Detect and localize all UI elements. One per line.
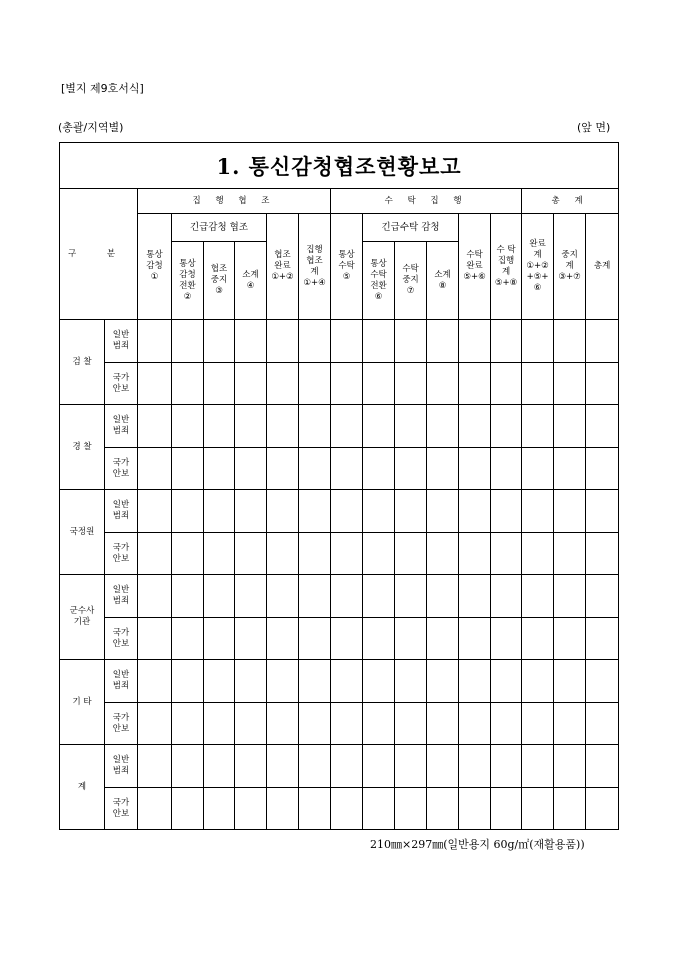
entry-cell[interactable] (522, 405, 554, 448)
entry-cell[interactable] (138, 533, 172, 575)
entry-cell[interactable] (267, 405, 299, 448)
entry-cell[interactable] (204, 660, 235, 703)
table-row (60, 405, 619, 448)
entry-cell[interactable] (299, 788, 331, 830)
entry-cell[interactable] (395, 618, 427, 660)
report-body (60, 320, 619, 830)
entry-cell[interactable] (235, 703, 267, 745)
page-side-label: (앞 면) (577, 121, 611, 134)
category-label: 일반 범죄 (105, 575, 138, 618)
entry-cell[interactable] (427, 405, 459, 448)
entry-cell[interactable] (522, 448, 554, 490)
entry-cell[interactable] (299, 363, 331, 405)
entry-cell[interactable] (267, 703, 299, 745)
entry-cell[interactable] (491, 788, 522, 830)
entry-cell[interactable] (331, 448, 363, 490)
org-label: 경 찰 (60, 405, 105, 490)
entry-cell[interactable] (299, 745, 331, 788)
report-table (59, 188, 619, 830)
entry-cell[interactable] (459, 745, 491, 788)
entry-cell[interactable] (491, 363, 522, 405)
entry-cell[interactable] (138, 320, 172, 363)
entry-cell[interactable] (138, 618, 172, 660)
report-title: 1. 통신감청협조현황보고 (216, 153, 462, 179)
entry-cell[interactable] (459, 490, 491, 533)
category-label: 국가 안보 (105, 618, 138, 660)
entry-cell[interactable] (586, 703, 619, 745)
entry-cell[interactable] (138, 745, 172, 788)
entry-cell[interactable] (395, 788, 427, 830)
entry-cell[interactable] (522, 788, 554, 830)
table-row (60, 320, 619, 363)
category-label: 국가 안보 (105, 363, 138, 405)
entry-cell[interactable] (491, 405, 522, 448)
entry-cell[interactable] (522, 575, 554, 618)
entry-cell[interactable] (267, 745, 299, 788)
category-label: 국가 안보 (105, 448, 138, 490)
entry-cell[interactable] (299, 405, 331, 448)
entry-cell[interactable] (491, 533, 522, 575)
entry-cell[interactable] (363, 618, 395, 660)
entry-cell[interactable] (172, 490, 204, 533)
entry-cell[interactable] (172, 660, 204, 703)
col-9-header: 수탁 중지 ⑦ (395, 242, 427, 320)
entry-cell[interactable] (204, 575, 235, 618)
table-row (60, 618, 619, 660)
entry-cell[interactable] (586, 745, 619, 788)
entry-cell[interactable] (586, 320, 619, 363)
entry-cell[interactable] (554, 618, 586, 660)
entry-cell[interactable] (427, 533, 459, 575)
entry-cell[interactable] (554, 533, 586, 575)
commission-header: 수 탁 집 행 (331, 189, 522, 214)
entry-cell[interactable] (267, 660, 299, 703)
entry-cell[interactable] (554, 745, 586, 788)
scope-label: (총괄/지역별) (58, 121, 124, 134)
entry-cell[interactable] (363, 363, 395, 405)
org-label: 군수사 기관 (60, 575, 105, 660)
entry-cell[interactable] (267, 618, 299, 660)
entry-cell[interactable] (491, 703, 522, 745)
entry-cell[interactable] (491, 448, 522, 490)
table-row (60, 788, 619, 830)
entry-cell[interactable] (299, 320, 331, 363)
entry-cell[interactable] (138, 405, 172, 448)
entry-cell[interactable] (395, 575, 427, 618)
entry-cell[interactable] (586, 363, 619, 405)
entry-cell[interactable] (522, 745, 554, 788)
col-13-header: 완료 계 ①+② +⑤+ ⑥ (522, 214, 554, 320)
report-title-box (59, 142, 619, 188)
entry-cell[interactable] (586, 405, 619, 448)
entry-cell[interactable] (299, 575, 331, 618)
entry-cell[interactable] (395, 320, 427, 363)
entry-cell[interactable] (363, 703, 395, 745)
entry-cell[interactable] (138, 703, 172, 745)
total-header: 총 계 (522, 189, 619, 214)
entry-cell[interactable] (204, 320, 235, 363)
category-label: 일반 범죄 (105, 490, 138, 533)
entry-cell[interactable] (138, 490, 172, 533)
col-5-header: 협조 완료 ①+② (267, 214, 299, 320)
entry-cell[interactable] (331, 703, 363, 745)
entry-cell[interactable] (299, 490, 331, 533)
entry-cell[interactable] (459, 363, 491, 405)
entry-cell[interactable] (395, 660, 427, 703)
entry-cell[interactable] (267, 533, 299, 575)
entry-cell[interactable] (267, 490, 299, 533)
table-row (60, 703, 619, 745)
entry-cell[interactable] (138, 363, 172, 405)
entry-cell[interactable] (395, 490, 427, 533)
entry-cell[interactable] (427, 448, 459, 490)
col-3-header: 협조 중지 ③ (204, 242, 235, 320)
entry-cell[interactable] (586, 533, 619, 575)
entry-cell[interactable] (299, 703, 331, 745)
org-label: 기 타 (60, 660, 105, 745)
entry-cell[interactable] (331, 533, 363, 575)
entry-cell[interactable] (235, 490, 267, 533)
emergency-commission-header: 긴급수탁 감청 (363, 214, 459, 242)
entry-cell[interactable] (459, 660, 491, 703)
entry-cell[interactable] (491, 745, 522, 788)
org-label: 계 (60, 745, 105, 830)
entry-cell[interactable] (459, 320, 491, 363)
col-12-header: 수 탁 집행 계 ⑤+⑧ (491, 214, 522, 320)
category-label: 국가 안보 (105, 703, 138, 745)
entry-cell[interactable] (172, 405, 204, 448)
entry-cell[interactable] (331, 660, 363, 703)
entry-cell[interactable] (204, 703, 235, 745)
org-label: 국정원 (60, 490, 105, 575)
entry-cell[interactable] (363, 575, 395, 618)
paper-spec-note: 210㎜×297㎜(일반용지 60g/㎡(재활용품)) (370, 838, 585, 851)
emergency-coop-header: 긴급감청 협조 (172, 214, 267, 242)
entry-cell[interactable] (522, 660, 554, 703)
entry-cell[interactable] (427, 320, 459, 363)
entry-cell[interactable] (427, 660, 459, 703)
exec-coop-header: 집 행 협 조 (138, 189, 331, 214)
col-1-header: 통상 감청 ① (138, 214, 172, 320)
entry-cell[interactable] (586, 660, 619, 703)
entry-cell[interactable] (235, 320, 267, 363)
entry-cell[interactable] (299, 448, 331, 490)
entry-cell[interactable] (267, 575, 299, 618)
entry-cell[interactable] (331, 320, 363, 363)
entry-cell[interactable] (172, 320, 204, 363)
entry-cell[interactable] (586, 448, 619, 490)
table-row (60, 575, 619, 618)
category-label: 국가 안보 (105, 788, 138, 830)
entry-cell[interactable] (299, 533, 331, 575)
entry-cell[interactable] (235, 745, 267, 788)
entry-cell[interactable] (299, 618, 331, 660)
entry-cell[interactable] (331, 575, 363, 618)
entry-cell[interactable] (427, 788, 459, 830)
entry-cell[interactable] (491, 618, 522, 660)
entry-cell[interactable] (267, 320, 299, 363)
entry-cell[interactable] (554, 363, 586, 405)
entry-cell[interactable] (331, 405, 363, 448)
entry-cell[interactable] (522, 703, 554, 745)
entry-cell[interactable] (491, 320, 522, 363)
entry-cell[interactable] (554, 405, 586, 448)
entry-cell[interactable] (427, 363, 459, 405)
entry-cell[interactable] (172, 575, 204, 618)
entry-cell[interactable] (267, 788, 299, 830)
entry-cell[interactable] (363, 745, 395, 788)
entry-cell[interactable] (459, 448, 491, 490)
entry-cell[interactable] (204, 363, 235, 405)
col-4-header: 소계 ④ (235, 242, 267, 320)
table-row (60, 448, 619, 490)
entry-cell[interactable] (427, 575, 459, 618)
entry-cell[interactable] (459, 618, 491, 660)
entry-cell[interactable] (204, 533, 235, 575)
entry-cell[interactable] (427, 745, 459, 788)
org-label: 검 찰 (60, 320, 105, 405)
entry-cell[interactable] (554, 703, 586, 745)
entry-cell[interactable] (427, 490, 459, 533)
entry-cell[interactable] (331, 363, 363, 405)
category-label: 국가 안보 (105, 533, 138, 575)
entry-cell[interactable] (172, 363, 204, 405)
entry-cell[interactable] (363, 533, 395, 575)
entry-cell[interactable] (522, 618, 554, 660)
entry-cell[interactable] (331, 618, 363, 660)
entry-cell[interactable] (554, 448, 586, 490)
entry-cell[interactable] (138, 788, 172, 830)
col-10-header: 소계 ⑧ (427, 242, 459, 320)
entry-cell[interactable] (586, 788, 619, 830)
entry-cell[interactable] (235, 533, 267, 575)
col-8-header: 통상 수탁 전환 ⑥ (363, 242, 395, 320)
category-label: 일반 범죄 (105, 660, 138, 703)
entry-cell[interactable] (522, 320, 554, 363)
entry-cell[interactable] (395, 448, 427, 490)
entry-cell[interactable] (235, 405, 267, 448)
entry-cell[interactable] (204, 745, 235, 788)
entry-cell[interactable] (554, 320, 586, 363)
table-row (60, 363, 619, 405)
entry-cell[interactable] (459, 575, 491, 618)
table-row (60, 490, 619, 533)
col-2-header: 통상 감청 전환 ② (172, 242, 204, 320)
entry-cell[interactable] (204, 788, 235, 830)
col-7-header: 통상 수탁 ⑤ (331, 214, 363, 320)
entry-cell[interactable] (586, 575, 619, 618)
entry-cell[interactable] (204, 405, 235, 448)
entry-cell[interactable] (459, 533, 491, 575)
entry-cell[interactable] (363, 448, 395, 490)
entry-cell[interactable] (395, 363, 427, 405)
entry-cell[interactable] (204, 448, 235, 490)
entry-cell[interactable] (491, 660, 522, 703)
entry-cell[interactable] (586, 618, 619, 660)
entry-cell[interactable] (172, 745, 204, 788)
category-label: 일반 범죄 (105, 405, 138, 448)
entry-cell[interactable] (138, 448, 172, 490)
entry-cell[interactable] (299, 660, 331, 703)
entry-cell[interactable] (235, 448, 267, 490)
entry-cell[interactable] (267, 363, 299, 405)
entry-cell[interactable] (363, 660, 395, 703)
entry-cell[interactable] (522, 363, 554, 405)
entry-cell[interactable] (554, 660, 586, 703)
entry-cell[interactable] (235, 788, 267, 830)
entry-cell[interactable] (427, 703, 459, 745)
entry-cell[interactable] (331, 788, 363, 830)
entry-cell[interactable] (459, 405, 491, 448)
entry-cell[interactable] (395, 405, 427, 448)
entry-cell[interactable] (331, 490, 363, 533)
entry-cell[interactable] (172, 703, 204, 745)
form-label: [별지 제9호서식] (61, 82, 144, 95)
entry-cell[interactable] (363, 490, 395, 533)
entry-cell[interactable] (395, 703, 427, 745)
entry-cell[interactable] (204, 618, 235, 660)
gubun-header: 구 분 (60, 189, 138, 320)
entry-cell[interactable] (395, 745, 427, 788)
category-label: 일반 범죄 (105, 745, 138, 788)
entry-cell[interactable] (427, 618, 459, 660)
table-row (60, 745, 619, 788)
entry-cell[interactable] (172, 533, 204, 575)
entry-cell[interactable] (267, 448, 299, 490)
col-14-header: 중지 계 ③+⑦ (554, 214, 586, 320)
entry-cell[interactable] (491, 575, 522, 618)
entry-cell[interactable] (554, 575, 586, 618)
entry-cell[interactable] (363, 788, 395, 830)
entry-cell[interactable] (363, 320, 395, 363)
entry-cell[interactable] (331, 745, 363, 788)
entry-cell[interactable] (138, 575, 172, 618)
entry-cell[interactable] (138, 660, 172, 703)
entry-cell[interactable] (235, 660, 267, 703)
table-row (60, 533, 619, 575)
entry-cell[interactable] (363, 405, 395, 448)
entry-cell[interactable] (204, 490, 235, 533)
entry-cell[interactable] (172, 448, 204, 490)
entry-cell[interactable] (554, 788, 586, 830)
entry-cell[interactable] (235, 575, 267, 618)
col-15-header: 총계 (586, 214, 619, 320)
entry-cell[interactable] (172, 618, 204, 660)
entry-cell[interactable] (522, 533, 554, 575)
entry-cell[interactable] (491, 490, 522, 533)
entry-cell[interactable] (522, 490, 554, 533)
table-row (60, 660, 619, 703)
entry-cell[interactable] (459, 703, 491, 745)
category-label: 일반 범죄 (105, 320, 138, 363)
entry-cell[interactable] (459, 788, 491, 830)
entry-cell[interactable] (235, 618, 267, 660)
entry-cell[interactable] (235, 363, 267, 405)
entry-cell[interactable] (172, 788, 204, 830)
entry-cell[interactable] (554, 490, 586, 533)
entry-cell[interactable] (586, 490, 619, 533)
entry-cell[interactable] (395, 533, 427, 575)
col-11-header: 수탁 완료 ⑤+⑥ (459, 214, 491, 320)
col-6-header: 집행 협조 계 ①+④ (299, 214, 331, 320)
